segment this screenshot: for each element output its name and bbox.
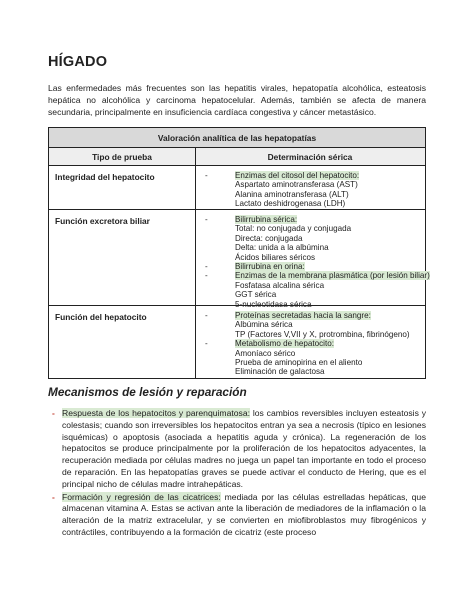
determination-group <box>201 271 430 281</box>
determination-item <box>201 224 417 233</box>
determination-group <box>201 262 417 271</box>
determination-text: Delta: unida a la albúmina <box>235 243 329 253</box>
bullet-text: mediada por las células estrelladas hepáticas, que almacenan vitamina A. Estas se activan ante la liberación de mediadores de la inflamación o la alteración de la matriz extracelular, y se convierten en miofibroblastos muy fibrogénicos y contráctiles, contribuyendo a la formación de cicatriz (este proceso <box>62 491 426 537</box>
determination-text: Alanina aminotransferasa (ALT) <box>235 189 349 199</box>
determination-text: Proteínas secretadas hacia la sangre: <box>235 311 371 320</box>
row-test-name: Función del hepatocito <box>55 312 147 322</box>
determination-item <box>201 234 417 243</box>
bullet-dash: - <box>52 491 55 502</box>
lab-tests-table <box>48 127 430 379</box>
table-row <box>49 210 430 309</box>
determination-text: Total: no conjugada y conjugada <box>235 224 352 234</box>
determination-item <box>201 199 417 208</box>
determination-item <box>201 349 417 358</box>
determination-group <box>201 311 417 320</box>
list-dash: - <box>205 339 208 349</box>
list-dash: - <box>205 215 208 224</box>
determination-item <box>201 243 417 252</box>
determination-group <box>201 215 417 224</box>
table-header-row <box>49 148 425 166</box>
column-header-test-type: Tipo de prueba <box>92 152 152 162</box>
determination-text: Lactato deshidrogenasa (LDH) <box>235 199 346 209</box>
determination-text: 5-nucleotidasa sérica <box>235 299 312 309</box>
determination-item <box>201 290 417 299</box>
row-determinations <box>201 311 417 377</box>
determination-item <box>201 358 417 367</box>
determination-item <box>201 190 417 199</box>
determination-item <box>201 180 417 189</box>
determination-text: Bilirrubina en orina: <box>235 262 305 272</box>
bullet-dash: - <box>52 408 55 418</box>
determination-item <box>201 367 417 376</box>
determination-text: Metabolismo de hepatocito: <box>235 339 334 349</box>
list-item <box>52 491 426 539</box>
row-determinations <box>201 215 430 309</box>
table-caption: Valoración analítica de las hepatopatías <box>157 133 317 143</box>
determination-group <box>201 339 417 348</box>
bullet-text: los cambios reversibles incluyen esteatosis y colestasis; cuando son irreversibles los hepatocitos entran ya sea a necrosis (típico en lesiones isquémicas) o apoptosis (asociada a hepatitis aguda y crónica). La regeneración de los hepatocitos se produce principalmente por la proliferación de los hepatocitos adyacentes, la recuperación mediada por células madres no juega un papel tan importante en todo el proceso de reparación. En las hepatopatías graves se puede activar el conducto de Hering, que es el principal nicho de células madre intrahepáticas. <box>62 408 426 489</box>
table-caption-row <box>49 128 425 148</box>
determination-text: Aspartato aminotransferasa (AST) <box>235 180 358 190</box>
row-test-name: Integridad del hepatocito <box>55 172 155 182</box>
determination-text: Bilirrubina sérica: <box>235 215 298 224</box>
determination-item <box>201 320 417 329</box>
table-row <box>49 306 425 380</box>
mechanisms-list <box>52 408 426 539</box>
bullet-lead: Formación y regresión de las cicatrices: <box>62 491 221 502</box>
page-title: HÍGADO <box>48 54 108 70</box>
list-dash: - <box>205 262 208 272</box>
determination-text: Amoníaco sérico <box>235 348 296 358</box>
determination-item <box>201 330 417 339</box>
determination-item <box>201 281 417 290</box>
intro-paragraph: Las enfermedades más frecuentes son las hepatitis virales, hepatopatía alcohólica, esteatosis hepática no alcohólica y carcinoma hepatocelular. Además, también se afecta de manera secundaria, principalmente en insuficiencia cardíaca congestiva y cáncer metastásico. <box>48 83 426 117</box>
determination-text: TP (Factores V,VII y X, protrombina, fibrinógeno) <box>235 329 410 339</box>
determination-item <box>201 253 417 262</box>
row-determinations <box>201 171 417 209</box>
table-row <box>49 166 425 210</box>
list-dash: - <box>205 271 208 281</box>
determination-text: Eliminación de galactosa <box>235 367 325 377</box>
determination-text: Albúmina sérica <box>235 320 293 330</box>
row-test-name: Función excretora biliar <box>55 216 150 226</box>
determination-text: Enzimas del citosol del hepatocito: <box>235 171 360 180</box>
list-item <box>52 408 426 491</box>
determination-group <box>201 171 417 180</box>
column-header-determination: Determinación sérica <box>267 152 353 162</box>
determination-text: Ácidos biliares séricos <box>235 252 316 262</box>
determination-text: Prueba de aminopirina en el aliento <box>235 358 363 368</box>
list-dash: - <box>205 171 208 180</box>
determination-text: Enzimas de la membrana plasmática (por lesión biliar) <box>235 271 430 281</box>
determination-text: Fosfatasa alcalina sérica <box>235 280 325 290</box>
section-title: Mecanismos de lesión y reparación <box>48 385 247 399</box>
bullet-lead: Respuesta de los hepatocitos y parenquimatosa: <box>62 408 251 418</box>
determination-text: GGT sérica <box>235 290 277 300</box>
list-dash: - <box>205 311 208 320</box>
determination-text: Directa: conjugada <box>235 233 303 243</box>
